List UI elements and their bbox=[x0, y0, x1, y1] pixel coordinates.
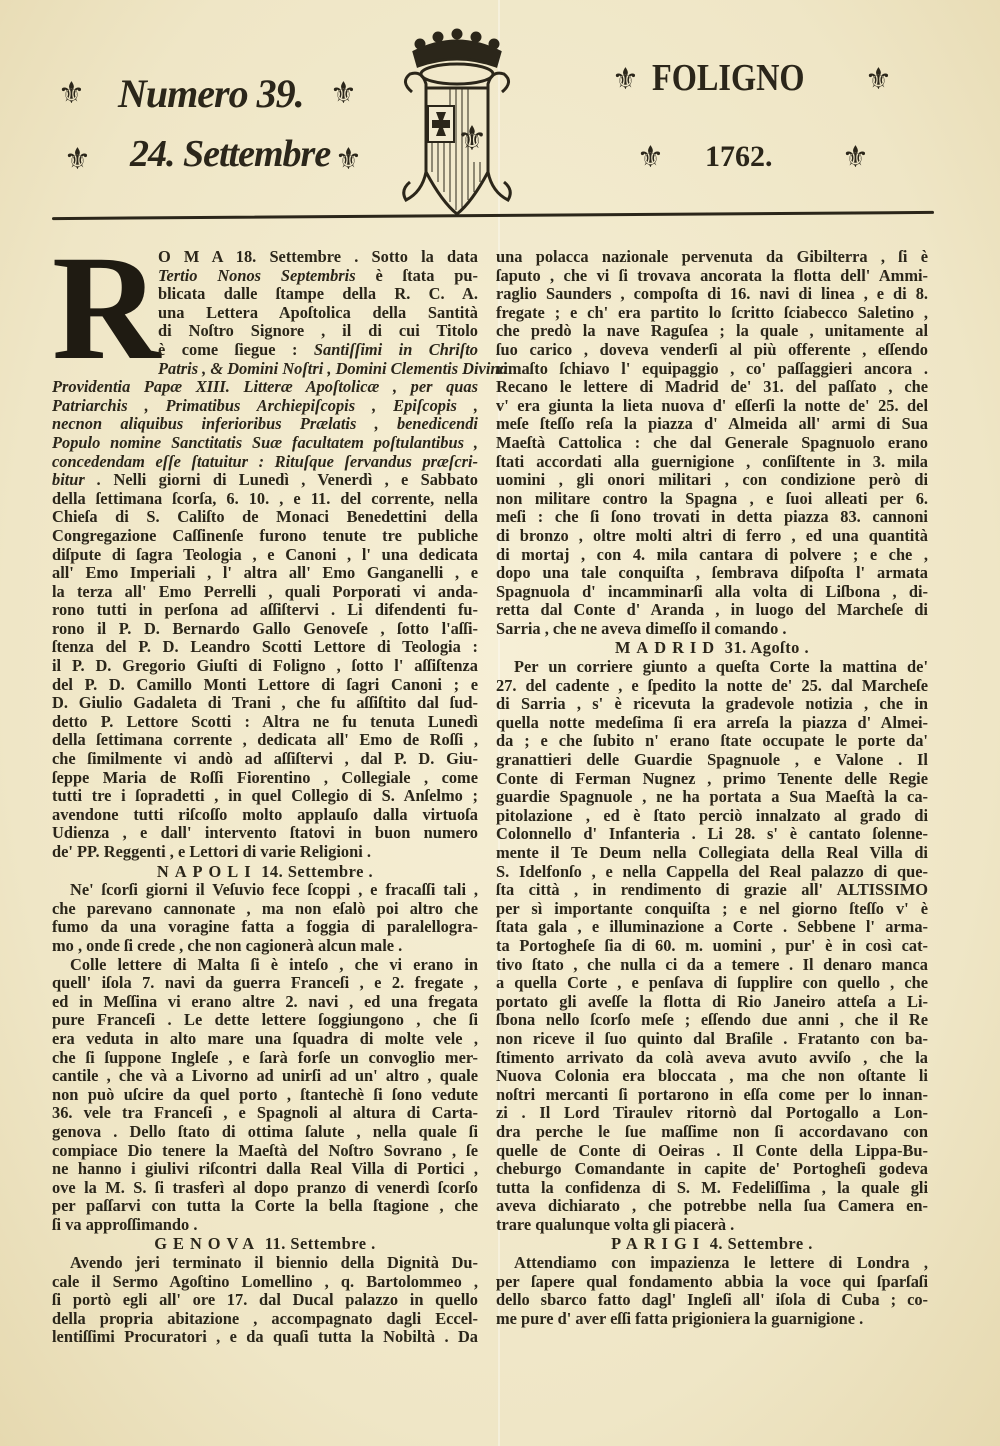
line-text: S. Idelfonſo , e nella Cappella del Real palazzo di que- bbox=[496, 861, 928, 881]
text-line bbox=[496, 825, 928, 844]
text-line bbox=[496, 248, 928, 267]
text-line bbox=[496, 471, 928, 490]
line-text: Chieſa di S. Caliſto de Monaci Benedettini della bbox=[52, 507, 478, 527]
dateline-city: GENOVA bbox=[154, 1234, 261, 1254]
text-line bbox=[496, 863, 928, 882]
text-line bbox=[52, 434, 478, 453]
line-text: di Sarria , s' è ricevuta la gradevole notizia , che in bbox=[496, 694, 928, 714]
line-text: non militare contro la Spagna , e ſuoi alleati per 6. bbox=[496, 488, 928, 508]
text-line bbox=[496, 844, 928, 863]
text-line bbox=[52, 415, 478, 434]
text-line bbox=[52, 546, 478, 565]
latin-italic-text: Santiſſimi in Chriſto bbox=[313, 339, 478, 359]
text-line bbox=[496, 304, 928, 323]
line-text: meſi : che ſi ſono trovati in detta piazza 83. cannoni bbox=[496, 507, 928, 527]
news-paragraph bbox=[496, 658, 928, 1234]
line-text: per paſſarvi con tutta la Corte la bella ſtagione , che bbox=[52, 1196, 478, 1216]
text-line bbox=[496, 1291, 928, 1310]
line-text: Ne' ſcorſi giorni il Veſuvio fece ſcoppi , e fracaſſi tali , bbox=[70, 880, 478, 900]
text-line bbox=[52, 378, 478, 397]
line-text: ſuo carico , doveva venderſi al più offerente , eſſendo bbox=[496, 339, 928, 359]
dateline-heading bbox=[52, 1235, 478, 1254]
text-line bbox=[496, 1142, 928, 1161]
line-text: della propria abitazione , accompagnato dagli Eccel- bbox=[52, 1308, 478, 1328]
text-line bbox=[52, 1328, 478, 1347]
text-line bbox=[52, 956, 478, 975]
news-paragraph bbox=[52, 881, 478, 955]
news-paragraph bbox=[496, 1254, 928, 1328]
fleur-de-lis-icon: ⚜ bbox=[335, 142, 362, 177]
latin-italic-text: bitur . bbox=[52, 470, 102, 490]
line-text: uomini , gli onori militari , con condizione però di bbox=[496, 470, 928, 490]
text-line bbox=[496, 770, 928, 789]
line-text: una Lettera Apoſtolica della Santità bbox=[158, 302, 478, 322]
text-line bbox=[496, 695, 928, 714]
line-text: guardie Spagnuole , ne ha portata a Sua Maeſtà la ca- bbox=[496, 787, 928, 807]
text-line bbox=[52, 1216, 478, 1235]
text-line bbox=[52, 638, 478, 657]
text-line bbox=[52, 900, 478, 919]
line-text: ta Portogheſe ſia di 60. m. uomini , pur' è in così cat- bbox=[496, 935, 928, 955]
text-line bbox=[496, 620, 928, 639]
line-text: Per un corriere giunto a queſta Corte la mattina de' bbox=[514, 657, 928, 677]
text-line bbox=[52, 974, 478, 993]
news-paragraph bbox=[496, 248, 928, 638]
line-text: Avendo jeri terminato il biennio della Dignità Du- bbox=[70, 1253, 478, 1273]
line-text: ſtata gala , e illuminazione a Corte . Sebbene l' arma- bbox=[496, 917, 928, 937]
text-line bbox=[52, 713, 478, 732]
text-line bbox=[496, 937, 928, 956]
text-line bbox=[52, 583, 478, 602]
line-text: della ſettimana ſcorſa, 6. 10. , e 11. del corrente, nella bbox=[52, 488, 478, 508]
fleur-de-lis-icon: ⚜ bbox=[612, 62, 639, 97]
text-line bbox=[52, 397, 478, 416]
line-text: non riceve il ſuo quinto dal Braſile . Fratanto con ba- bbox=[496, 1028, 928, 1048]
line-text: Conte di Ferman Nugnez , primo Tenente delle Regie bbox=[496, 768, 928, 788]
line-text: ſbona nello ſcorſo meſe ; eſſendo due anni , che il Re bbox=[496, 1010, 928, 1030]
text-line bbox=[52, 918, 478, 937]
line-text: quell' iſola 7. navi da guerra Franceſi , e 2. fregate , bbox=[52, 973, 478, 993]
city-title: FOLIGNO bbox=[652, 57, 805, 99]
line-text: rono il P. D. Bernardo Gallo Genoveſe , ſotto l'aſſi- bbox=[52, 618, 478, 638]
line-text: che ſimilmente vi andò ad aſſiſtervi , dal P. D. Giu- bbox=[52, 749, 478, 769]
dateline-heading bbox=[496, 639, 928, 658]
line-text: ſi portò egli all' ore 17. dal Ducal palazzo in quello bbox=[52, 1290, 478, 1310]
line-text: fregate ; e ch' era partito lo ſcritto ſciabecco Saletino , bbox=[496, 302, 928, 322]
line-text: era veduta in alto mare una ſquadra di molte vele , bbox=[52, 1028, 478, 1048]
text-line bbox=[52, 1291, 478, 1310]
line-text: rimaſto ſchiavo l' equipaggio , co' paſſaggieri ancora . bbox=[496, 358, 928, 378]
text-line bbox=[496, 415, 928, 434]
text-line bbox=[52, 676, 478, 695]
line-text: che parevano cannonate , ma non eſalò poi altro che bbox=[52, 898, 478, 918]
line-text: che ſi ſuppone Ingleſe , e ſarà forſe un convoglio mer- bbox=[52, 1047, 478, 1067]
text-line bbox=[52, 564, 478, 583]
text-line bbox=[496, 807, 928, 826]
line-text: del P. D. Camillo Monti Lettore di ſagri Canoni ; e bbox=[52, 674, 478, 694]
line-text: diſpute di ſagra Teologia , e Canoni , l' una dedicata bbox=[52, 544, 478, 564]
line-text: che predò la nave Raguſea ; la quale , unitamente al bbox=[496, 321, 928, 341]
line-text: portato gli aveſſe la flotta di Rio Janeiro atteſa a Li- bbox=[496, 991, 928, 1011]
line-text: non può uſcire da quel porto , ſtantechè ſi ſono vedute bbox=[52, 1084, 478, 1104]
line-text: de' PP. Reggenti , e Lettori di varie Religioni . bbox=[52, 842, 371, 861]
text-line bbox=[496, 583, 928, 602]
text-line bbox=[52, 1160, 478, 1179]
dateline-city: MADRID bbox=[614, 638, 721, 658]
line-text: ed in Meſſina vi erano altre 2. navi , ed una fregata bbox=[52, 991, 478, 1011]
text-line bbox=[52, 1104, 478, 1123]
line-text: trare qualunque volta gli piacerà . bbox=[496, 1214, 735, 1234]
latin-italic-text: Patris , & Domini Noſtri , Domini Clementis Divina bbox=[158, 358, 508, 378]
line-text: di bronzo , oltre molti altri di ferro , ed una quantità bbox=[496, 525, 928, 545]
latin-italic-text: Providentia Papæ XIII. Litteræ Apoſtolicæ , per quas bbox=[52, 377, 478, 397]
line-text: Nelli giorni di Lunedì , Venerdì , e Sabbato bbox=[101, 470, 478, 490]
svg-text:⚜: ⚜ bbox=[456, 119, 488, 159]
line-text: ne hanno i giulivi riſcontri dalla Real Villa di Portici , bbox=[52, 1159, 478, 1179]
line-text: tutta la confidenza di S. M. Fedeliſſima , la quale gli bbox=[496, 1177, 928, 1197]
text-line bbox=[496, 658, 928, 677]
line-text: ſtati accordati alla guernigione , conſiſtente in 3. mila bbox=[496, 451, 928, 471]
text-line bbox=[52, 694, 478, 713]
text-line bbox=[52, 731, 478, 750]
text-line bbox=[496, 341, 928, 360]
dateline-city: PARIGI bbox=[611, 1234, 706, 1254]
text-line bbox=[496, 974, 928, 993]
coat-of-arms-icon bbox=[392, 22, 522, 220]
text-line bbox=[496, 1123, 928, 1142]
line-text: noſtri mercanti ſi portarono in eſſa come per lo innan- bbox=[496, 1084, 928, 1104]
line-text: mo , onde ſi crede , che non cagionerà alcun male . bbox=[52, 935, 403, 955]
issue-year: 1762. bbox=[705, 140, 773, 173]
line-text: Recano le lettere di Madrid de' 31. del paſſato , che bbox=[496, 377, 928, 397]
line-text: la terza all' Emo Perrelli , quali Porporati vi anda- bbox=[52, 581, 478, 601]
line-text: all' Emo Imperiali , l' altra all' Emo Ganganelli , e bbox=[52, 563, 478, 583]
fleur-de-lis-icon: ⚜ bbox=[865, 62, 892, 97]
line-text: rono tutti in perſona ad aſſiſtervi . Li difendenti fu- bbox=[52, 600, 478, 620]
text-line bbox=[496, 788, 928, 807]
latin-italic-text: Patriarchis , Primatibus Archiepiſcopis , Epiſcopis , bbox=[52, 395, 478, 415]
text-line bbox=[52, 1273, 478, 1292]
line-text: per sì importante conquiſta ; e nel giorno ſteſſo v' è bbox=[496, 898, 928, 918]
line-text: Spagnuola d' incamminarſi alla volta di Liſbona , di- bbox=[496, 581, 928, 601]
news-paragraph bbox=[52, 1254, 478, 1347]
text-line bbox=[52, 1310, 478, 1329]
line-text: 36. vele tra Franceſi , e Spagnoli al altura di Carta- bbox=[52, 1103, 478, 1123]
text-line bbox=[496, 1216, 928, 1235]
line-text: è come ſiegue : bbox=[158, 339, 314, 359]
text-line bbox=[52, 769, 478, 788]
line-text: fumo da una voragine fatta a foggia di paralellogra- bbox=[52, 917, 478, 937]
line-text: raglio Saunders , compoſta di 16. navi di linea , e di 8. bbox=[496, 284, 928, 304]
text-line bbox=[496, 508, 928, 527]
line-text: di Noſtro Signore , il di cui Titolo bbox=[158, 321, 478, 341]
line-text: retta dal Conte d' Aranda , in luogo del Marcheſe di bbox=[496, 600, 928, 620]
line-text: a quella Corte , e penſava di ſupplire con quello , che bbox=[496, 973, 928, 993]
text-line bbox=[496, 267, 928, 286]
fleur-de-lis-icon: ⚜ bbox=[330, 76, 357, 111]
line-text: cantile , che và a Livorno ad unirſi ad un' altro , quale bbox=[52, 1066, 478, 1086]
text-line bbox=[52, 527, 478, 546]
dateline-heading bbox=[52, 863, 478, 882]
text-line bbox=[496, 453, 928, 472]
text-line bbox=[52, 471, 478, 490]
issue-date: 24. Settembre bbox=[130, 133, 331, 175]
text-line bbox=[496, 918, 928, 937]
dateline-date: 31. Agoſto . bbox=[724, 638, 810, 658]
line-text: Nuova Colonia era bloccata , ma che non oſtante li bbox=[496, 1066, 928, 1086]
text-line bbox=[496, 732, 928, 751]
news-paragraph bbox=[52, 225, 508, 862]
line-text: v' era giunta la lieta nuova d' eſſerſi la notte de' 25. del bbox=[496, 395, 928, 415]
line-text: ſaputo , che vi ſi trovava ancorata la flotta dell' Ammi- bbox=[496, 265, 928, 285]
line-text: meſe ſteſſo reſa la piazza d' Almeida all' armi di Sua bbox=[496, 414, 928, 434]
text-line bbox=[496, 490, 928, 509]
text-line bbox=[496, 546, 928, 565]
line-text: quelle de Conte di Oeiras . Il Conte della Lippa-Bu- bbox=[496, 1140, 928, 1160]
line-text: aveva dichiarato , che potrebbe nella ſua Camera en- bbox=[496, 1196, 928, 1216]
text-line bbox=[52, 993, 478, 1012]
text-line bbox=[496, 601, 928, 620]
text-line bbox=[496, 397, 928, 416]
line-text: della ſettimana corrente , dedicata all' Emo de Roſſi , bbox=[52, 730, 478, 750]
text-line bbox=[496, 322, 928, 341]
text-line bbox=[52, 881, 478, 900]
dateline-heading bbox=[496, 1235, 928, 1254]
text-line bbox=[52, 657, 478, 676]
text-line bbox=[496, 1067, 928, 1086]
line-text: ſta città , in rendimento di grazie all' ALTISSIMO bbox=[496, 880, 928, 900]
text-line bbox=[496, 1011, 928, 1030]
line-text: è ſtata pu- bbox=[355, 265, 478, 285]
line-text: dello sbarco fatto dagl' Ingleſi all' iſola di Cuba ; co- bbox=[496, 1290, 928, 1310]
text-line bbox=[496, 434, 928, 453]
line-text: una polacca nazionale pervenuta da Gibilterra , ſi è bbox=[496, 247, 928, 266]
dateline-date: 11. Settembre . bbox=[264, 1234, 376, 1254]
fleur-de-lis-icon: ⚜ bbox=[64, 142, 91, 177]
line-text: genova . Dello ſtato di ottima ſalute , nella quale ſi bbox=[52, 1121, 478, 1141]
text-line bbox=[52, 490, 478, 509]
line-text: ove la M. S. ſi trasferì al dopo pranzo di venerdì ſcorſo bbox=[52, 1177, 478, 1197]
line-text: ſtenza del P. D. Leandro Scotti Lettore di Teologia : bbox=[52, 637, 478, 657]
latin-italic-text: necnon aliquibus inferioribus Prælatis , benedicendi bbox=[52, 414, 478, 434]
text-line bbox=[496, 1197, 928, 1216]
text-line bbox=[52, 824, 478, 843]
text-line bbox=[496, 285, 928, 304]
text-line bbox=[496, 1049, 928, 1068]
text-line bbox=[496, 1254, 928, 1273]
text-line bbox=[496, 1086, 928, 1105]
text-line bbox=[52, 787, 478, 806]
line-text: per ſapere qual fondamento abbia la voce qui ſparſaſi bbox=[496, 1271, 928, 1291]
text-line bbox=[496, 714, 928, 733]
text-line bbox=[52, 1142, 478, 1161]
text-line bbox=[52, 453, 478, 472]
text-line bbox=[496, 1030, 928, 1049]
line-text: O M A 18. Settembre . Sotto la data bbox=[158, 247, 478, 266]
line-text: dra perche le ſue maſſime non ſi accordavano con bbox=[496, 1121, 928, 1141]
line-text: Attendiamo con impazienza le lettere di Londra , bbox=[514, 1253, 928, 1273]
latin-italic-text: concedendam eſſe ſtatuitur : Rituſque ſervandus præſcri- bbox=[52, 451, 478, 471]
drop-cap: R bbox=[52, 225, 161, 391]
text-line bbox=[52, 1049, 478, 1068]
line-text: tutti tre i ſopradetti , in quel Collegio di S. Anſelmo ; bbox=[52, 786, 478, 806]
dateline-date: 14. Settembre . bbox=[261, 861, 374, 881]
line-text: Colonnello d' Infanteria . Li 28. s' è cantato ſolenne- bbox=[496, 824, 928, 844]
line-text: quella notte medeſima ſi era arreſa la piazza d' Almei- bbox=[496, 712, 928, 732]
line-text: cale il Sermo Agoſtino Lomellino , q. Bartolommeo , bbox=[52, 1271, 478, 1291]
text-line bbox=[52, 1254, 478, 1273]
text-line bbox=[496, 360, 928, 379]
text-line bbox=[496, 1104, 928, 1123]
line-text: ſtimento arrivato da colà aveva avuto avviſo , che la bbox=[496, 1047, 928, 1067]
text-line bbox=[52, 937, 478, 956]
line-text: me pure d' aver eſſi fatta prigioniera la guarnigione . bbox=[496, 1308, 864, 1328]
line-text: mente il Te Deum nella Collegiata della Real Villa di bbox=[496, 843, 928, 862]
text-line bbox=[52, 601, 478, 620]
text-line bbox=[52, 1086, 478, 1105]
text-line bbox=[52, 1030, 478, 1049]
line-text: il P. D. Gregorio Giuſti di Foligno , ſotto l' aſſiſtenza bbox=[52, 656, 478, 676]
text-line bbox=[496, 1179, 928, 1198]
fleur-de-lis-icon: ⚜ bbox=[842, 140, 869, 175]
line-text: da ; e che ſubito n' erano ſtate occupate le porte da' bbox=[496, 731, 928, 751]
line-text: detto P. Lettore Scotti : Altra ne fu tenuta Lunedì bbox=[52, 711, 478, 731]
text-line bbox=[52, 1179, 478, 1198]
line-text: di mortaj , con 4. mila cantara di polvere ; e che , bbox=[496, 544, 928, 564]
line-text: avendone tutti riſcoſſo molto applauſo dalla virtuoſa bbox=[52, 804, 478, 824]
line-text: ſeppe Maria de Roſſi Fiorentino , Collegiale , come bbox=[52, 767, 478, 787]
line-text: lentiſſimi Procuratori , e da quaſi tutta la Nobiltà . Da bbox=[52, 1327, 478, 1347]
line-text: dopo una tale conquiſta , ſembrava diſpoſta l' armata bbox=[496, 563, 928, 583]
text-line bbox=[496, 1273, 928, 1292]
line-text: Maeſtà Cattolica : che dal Generale Spagnuolo erano bbox=[496, 432, 928, 452]
latin-italic-text: Populo nomine Sanctitatis Suæ facultatem poſtulantibus , bbox=[52, 432, 478, 452]
latin-italic-text: Tertio Nonos Septembris bbox=[158, 265, 356, 285]
text-line bbox=[52, 1011, 478, 1030]
text-line bbox=[496, 527, 928, 546]
text-line bbox=[52, 508, 478, 527]
line-text: pitolazione , ed è ſtato perciò innalzato al grado di bbox=[496, 805, 928, 825]
line-text: tivo ſtato , che nulla ci da a temere . Il denaro manca bbox=[496, 954, 928, 974]
line-text: D. Giulio Gadaleta di Trani , che fu aſſiſtito dal ſud- bbox=[52, 693, 478, 713]
line-text: Colle lettere di Malta ſi è inteſo , che vi erano in bbox=[70, 954, 478, 974]
line-text: Sarria , che ne aveva dimeſſo il comando . bbox=[496, 618, 787, 638]
line-text: zi . Il Lord Tiraulev ritornò dal Portogallo a Lon- bbox=[496, 1103, 928, 1123]
text-line bbox=[52, 1067, 478, 1086]
issue-number: Numero 39. bbox=[118, 71, 304, 116]
text-line bbox=[496, 1310, 928, 1329]
line-text: pure Franceſi . Le dette lettere ſoggiungono , che ſi bbox=[52, 1010, 478, 1030]
line-text: Congregazione Caſſinenſe furono tenute tre publiche bbox=[52, 525, 478, 545]
text-line bbox=[52, 620, 478, 639]
text-line bbox=[496, 677, 928, 696]
line-text: Udienza , e dall' intervento ſtatovi in buon numero bbox=[52, 823, 478, 843]
line-text: blicata dalle ſtampe della R. C. A. bbox=[158, 284, 478, 304]
text-line bbox=[52, 806, 478, 825]
line-text: compiace Dio tenere la Maeſtà del Noſtro Sovrano , ſe bbox=[52, 1140, 478, 1160]
left-column bbox=[52, 225, 508, 1347]
news-paragraph bbox=[52, 956, 478, 1235]
text-line bbox=[52, 843, 478, 862]
line-text: cheburgo Comandante in capite de' Portogheſi godeva bbox=[496, 1159, 928, 1179]
text-line bbox=[52, 1197, 478, 1216]
text-line bbox=[496, 1160, 928, 1179]
line-text: ſi va approſſimando . bbox=[52, 1214, 198, 1234]
fleur-de-lis-icon: ⚜ bbox=[58, 76, 85, 111]
dateline-date: 4. Settembre . bbox=[709, 1234, 813, 1254]
text-line bbox=[496, 751, 928, 770]
text-line bbox=[496, 564, 928, 583]
text-line bbox=[496, 956, 928, 975]
line-text: 27. del cadente , e ſpedito la notte de' 25. dal Marcheſe bbox=[496, 675, 928, 695]
text-line bbox=[496, 993, 928, 1012]
fleur-de-lis-icon: ⚜ bbox=[637, 140, 664, 175]
text-line bbox=[52, 1123, 478, 1142]
text-line bbox=[496, 378, 928, 397]
right-column bbox=[496, 248, 928, 1328]
text-line bbox=[496, 881, 928, 900]
dateline-city: NAPOLI bbox=[156, 861, 257, 881]
text-line bbox=[52, 750, 478, 769]
line-text: granattieri delle Guardie Spagnuole , e Valone . Il bbox=[496, 750, 928, 770]
text-line bbox=[496, 900, 928, 919]
